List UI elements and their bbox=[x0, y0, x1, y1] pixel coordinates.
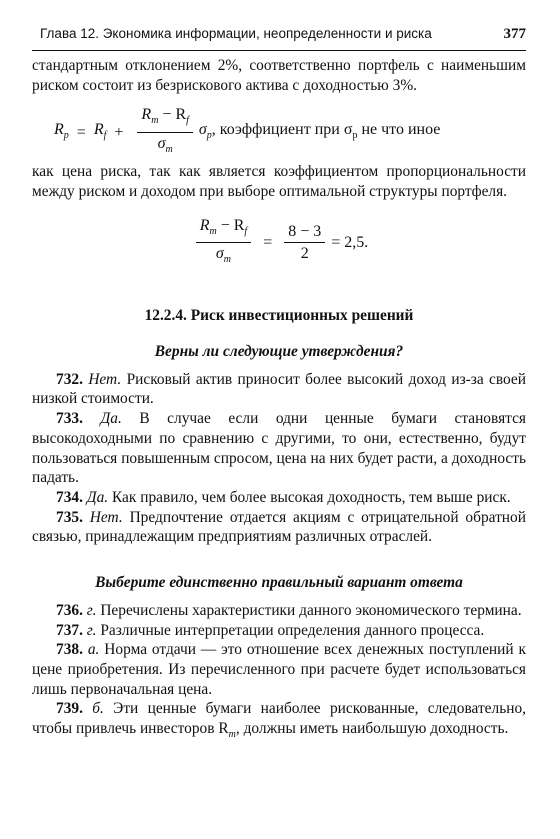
chapter-title: Глава 12. Экономика информации, неопределенности и риска bbox=[40, 26, 432, 41]
formula-capital-market-line: $R_p$ = $R_f$ + $\frac{R_m - R_f}{\sigma_m}$ $\sigma_p$ , коэффициент при $\sigma_p$ не что иное bbox=[54, 105, 526, 160]
answer-item-734: 734. Да. Как правило, чем более высокая доходность, тем выше риск. bbox=[56, 489, 511, 506]
choice-heading: Выберите единственно правильный вариант ответа bbox=[95, 574, 463, 592]
intro-paragraph: стандартным отклонением 2%, соответственно портфель с наименьшим риском состоит из безрискового актива с доходностью 3%. bbox=[32, 57, 526, 94]
section-heading: 12.2.4. Риск инвестиционных решений bbox=[144, 307, 414, 325]
running-header bbox=[40, 26, 526, 43]
formula2-fraction-numeric: $\frac{8 - 3}{2}$ bbox=[284, 222, 325, 264]
formula2-fraction-symbolic: $\frac{R_m - R_f}{\sigma_m}$ bbox=[196, 216, 252, 271]
formula-tail-text: , коэффициент при $\sigma_p$ не что иное bbox=[211, 120, 441, 142]
formula-sigma-p: $\sigma_p$ bbox=[198, 120, 212, 142]
formula-fraction: $\frac{R_m - R_f}{\sigma_m}$ bbox=[137, 105, 193, 160]
paragraph-after-formula: как цена риска, так как является коэффициентом пропорциональности между риском и доходом при выборе оптимальной структуры портфеля. bbox=[32, 163, 526, 200]
answer-item-738: 738. а. Норма отдачи — это отношение всех денежных поступлений к цене приобретения. Из перечисленного при расчете будет использоваться лишь первоначальная цена. bbox=[32, 641, 527, 698]
answer-item-735: 735. Нет. Предпочтение отдается акциям с отрицательной обратной связью, принадлежащим предприятиям различных отраслей. bbox=[32, 508, 526, 546]
answer-item-733: 733. Да. В случае если одни ценные бумаги становятся высокодоходными по сравнению с другими, то они, естественно, будут пользоваться повышенным спросом, цена на них будет расти, а доходность падать. bbox=[32, 410, 526, 487]
answer-item-737: 737. г. Различные интерпретации определения данного процесса. bbox=[56, 621, 485, 639]
answer-item-736: 736. г. Перечислены характеристики данного экономического термина. bbox=[56, 601, 522, 619]
page-content bbox=[32, 56, 526, 745]
formula-risk-price: $\frac{R_m - R_f}{\sigma_m}$ = $\frac{8 - 3}{2}$ = 2,5. bbox=[32, 216, 526, 271]
true-false-heading: Верны ли следующие утверждения? bbox=[154, 343, 404, 361]
header-rule bbox=[32, 50, 526, 51]
answer-item-739: 739. б. Эти ценные бумаги наиболее рискованные, следовательно, чтобы привлечь инвесторов $R_m$, должны иметь наибольшую доходность. bbox=[32, 700, 526, 741]
formula-lhs: $R_p$ bbox=[54, 120, 69, 142]
formula-rf: $R_f$ bbox=[93, 120, 107, 142]
answer-item-732: 732. Нет. Рисковый актив приносит более высокий доход из-за своей низкой стоимости. bbox=[32, 370, 526, 408]
page-number: 377 bbox=[503, 26, 526, 42]
